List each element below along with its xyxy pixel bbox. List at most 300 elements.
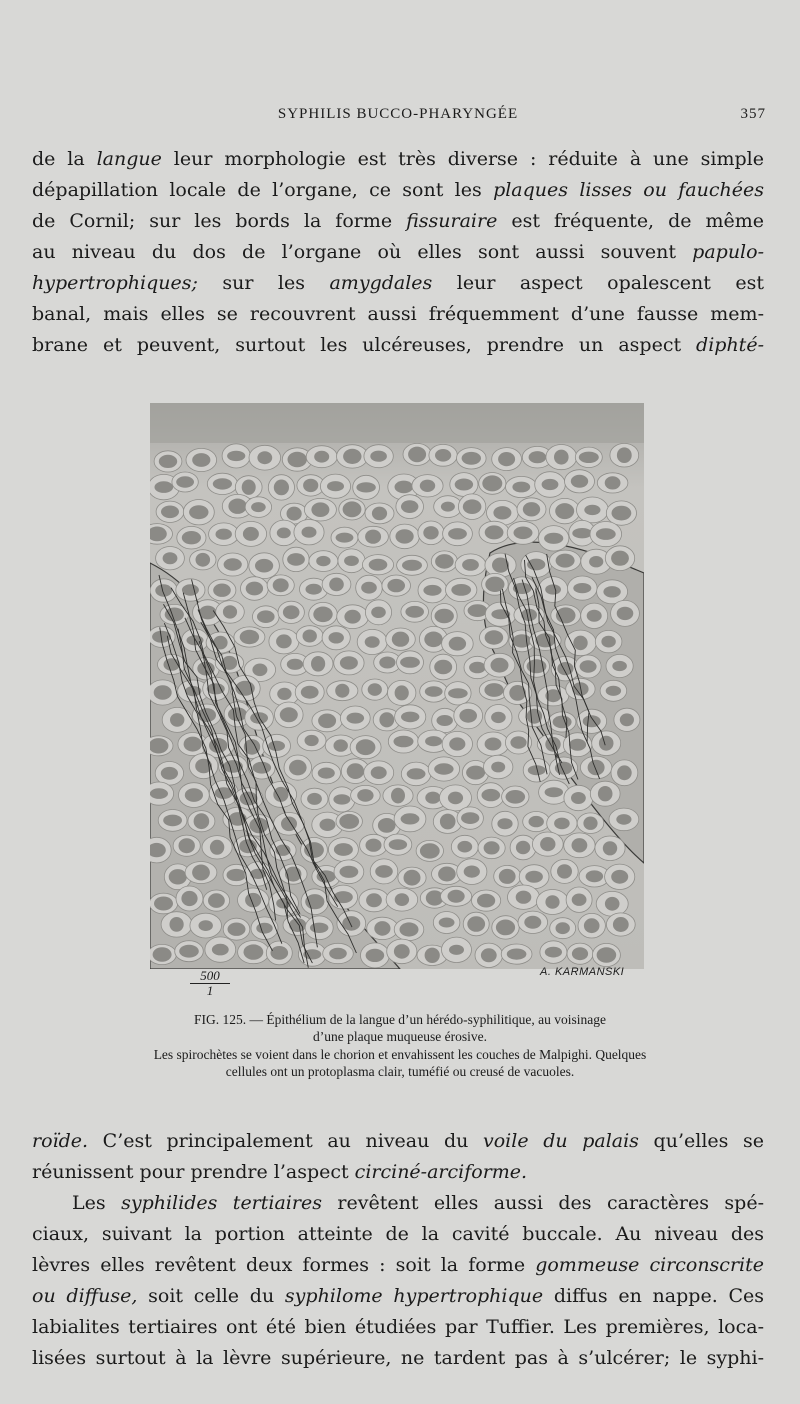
epithelium-drawing — [150, 403, 644, 969]
cell-nucleus — [213, 478, 232, 489]
cell-nucleus — [336, 533, 354, 543]
cell-nucleus — [329, 948, 347, 960]
cell-nucleus — [242, 480, 256, 495]
cell-nucleus — [462, 559, 479, 571]
cell-nucleus — [153, 947, 172, 962]
cell-nucleus — [268, 741, 285, 751]
text-line: roïde. C’est principalement au niveau du voile du palais qu’elles se — [32, 1130, 764, 1152]
cell-nucleus — [556, 922, 570, 934]
cell-nucleus — [425, 686, 443, 697]
cell-nucleus — [455, 479, 473, 491]
cell-nucleus — [182, 584, 199, 595]
cell-nucleus — [273, 578, 289, 592]
cell-nucleus — [184, 737, 202, 752]
cell-nucleus — [216, 529, 232, 540]
cell-nucleus — [368, 683, 382, 696]
cell-nucleus — [583, 715, 601, 727]
cell-nucleus — [257, 610, 275, 623]
cell-nucleus — [212, 944, 229, 956]
cell-nucleus — [507, 949, 527, 960]
cell-nucleus — [334, 739, 348, 751]
cell-nucleus — [159, 455, 177, 468]
cell-nucleus — [395, 685, 409, 700]
cell-nucleus — [310, 923, 328, 933]
cell-nucleus — [400, 657, 420, 668]
cell-nucleus — [482, 475, 502, 491]
cell-nucleus — [425, 792, 440, 804]
cell-nucleus — [378, 818, 396, 833]
cell-nucleus — [572, 838, 588, 852]
cell-nucleus — [391, 788, 405, 804]
cell-nucleus — [400, 922, 419, 936]
cell-nucleus — [223, 605, 237, 618]
text-line: banal, mais elles se recouvrent aussi fréquemment d’une fausse mem- — [32, 303, 764, 325]
text-line: ou diffuse, soit celle du syphilome hypertrophique diffus en nappe. Ces — [32, 1285, 764, 1307]
cell-nucleus — [404, 870, 421, 886]
cell-nucleus — [506, 790, 526, 804]
cell-nucleus — [374, 921, 390, 936]
cell-nucleus — [150, 788, 168, 799]
cell-nucleus — [196, 553, 211, 567]
cell-nucleus — [185, 788, 203, 802]
cell-nucleus — [287, 659, 303, 670]
cell-nucleus — [516, 841, 530, 855]
cell-nucleus — [584, 505, 600, 515]
cell-nucleus — [405, 606, 424, 618]
cell-nucleus — [514, 527, 533, 540]
text-line: dépapillation locale de l’organe, ce sont les plaques lisses ou fauchées — [32, 179, 764, 201]
magnification-numerator: 500 — [190, 969, 230, 984]
cell-nucleus — [423, 526, 438, 539]
cell-nucleus — [496, 920, 515, 936]
cell-nucleus — [529, 816, 544, 827]
cell-nucleus — [243, 527, 259, 541]
cell-nucleus — [449, 737, 465, 750]
cell-nucleus — [208, 893, 225, 908]
cell-nucleus — [485, 577, 504, 592]
cell-nucleus — [485, 525, 504, 539]
cell-nucleus — [611, 551, 629, 566]
cell-nucleus — [540, 837, 555, 851]
cell-nucleus — [277, 528, 291, 539]
cell-nucleus — [289, 760, 307, 776]
cell-nucleus — [572, 528, 592, 538]
cell-nucleus — [169, 869, 187, 884]
cell-nucleus — [611, 870, 628, 884]
cell-nucleus — [181, 891, 197, 906]
cell-nucleus — [448, 890, 465, 903]
cell-nucleus — [161, 767, 178, 780]
cell-nucleus — [435, 554, 454, 569]
cell-nucleus — [344, 610, 360, 624]
cell-nucleus — [372, 507, 387, 521]
cell-nucleus — [448, 792, 463, 805]
cell-nucleus — [306, 584, 322, 595]
cell-nucleus — [477, 894, 495, 908]
cell-nucleus — [599, 736, 614, 751]
cell-nucleus — [554, 450, 569, 465]
cell-nucleus — [571, 792, 586, 804]
cell-nucleus — [365, 530, 381, 544]
cell-nucleus — [459, 709, 477, 723]
cell-nucleus — [199, 920, 213, 931]
cell-nucleus — [401, 500, 418, 513]
cell-nucleus — [213, 636, 227, 650]
cell-nucleus — [583, 817, 597, 830]
cell-nucleus — [449, 637, 466, 651]
cell-nucleus — [580, 660, 597, 672]
cell-nucleus — [340, 866, 359, 878]
cell-nucleus — [389, 839, 407, 850]
cell-nucleus — [303, 479, 318, 492]
cell-nucleus — [616, 814, 631, 825]
cell-nucleus — [276, 634, 292, 648]
cell-nucleus — [498, 452, 515, 466]
cell-nucleus — [327, 481, 344, 491]
cell-nucleus — [467, 916, 485, 932]
cell-nucleus — [316, 556, 330, 566]
cell-nucleus — [586, 870, 603, 882]
cell-nucleus — [370, 451, 387, 462]
text-line: labialites tertiaires ont été bien étudiées par Tuffier. Les premières, loca- — [32, 1316, 764, 1338]
cell-nucleus — [303, 630, 317, 643]
cell-nucleus — [468, 604, 488, 617]
cell-nucleus — [553, 716, 572, 729]
cell-nucleus — [334, 843, 353, 856]
cell-nucleus — [340, 656, 358, 669]
cell-nucleus — [497, 818, 512, 829]
cell-nucleus — [246, 582, 263, 596]
text-line: au niveau du dos de l’organe où elles sont aussi souvent papulo- — [32, 241, 764, 263]
cell-nucleus — [194, 813, 210, 829]
cell-nucleus — [179, 838, 195, 853]
cell-nucleus — [227, 451, 245, 461]
cell-nucleus — [333, 794, 350, 804]
histology-illustration — [150, 403, 644, 969]
cell-nucleus — [369, 559, 388, 571]
cell-nucleus — [545, 787, 563, 797]
cell-nucleus — [335, 684, 349, 698]
cell-nucleus — [283, 605, 300, 619]
cell-nucleus — [401, 712, 419, 723]
cell-nucleus — [334, 891, 353, 903]
cell-nucleus — [485, 738, 502, 751]
cell-nucleus — [301, 686, 319, 699]
cell-nucleus — [569, 739, 586, 751]
cell-nucleus — [545, 947, 562, 958]
cell-nucleus — [425, 736, 442, 746]
magnification-denominator: 1 — [206, 983, 214, 998]
cell-nucleus — [579, 452, 599, 463]
cell-nucleus — [288, 452, 307, 467]
cell-nucleus — [437, 715, 453, 726]
cell-nucleus — [617, 447, 632, 463]
cell-nucleus — [314, 451, 329, 463]
cell-nucleus — [163, 552, 178, 564]
cell-nucleus — [613, 917, 629, 932]
cell-nucleus — [557, 864, 572, 878]
cell-nucleus — [469, 662, 486, 674]
cell-nucleus — [617, 765, 632, 780]
cell-nucleus — [366, 949, 385, 962]
cell-nucleus — [588, 760, 605, 776]
figure-caption-title: FIG. 125. — Épithélium de la langue d’un hérédo-syphilitique, au voisinage d’une plaque muqueuse érosive. — [193, 1012, 607, 1044]
cell-nucleus — [401, 813, 420, 824]
cell-nucleus — [339, 814, 359, 829]
running-head — [30, 106, 766, 128]
cell-nucleus — [457, 841, 472, 853]
cell-nucleus — [439, 918, 455, 928]
cell-nucleus — [365, 636, 380, 648]
cell-nucleus — [512, 482, 530, 493]
figure-caption-body: Les spirochètes se voient dans le chorion et envahissent les couches de Malpighi. Quelques cellules ont un protoplasma clair, tuméfié ou creusé de vacuoles. — [153, 1047, 647, 1079]
cell-nucleus — [311, 656, 325, 672]
cell-nucleus — [617, 607, 634, 620]
cell-nucleus — [573, 583, 591, 593]
cell-nucleus — [556, 554, 575, 568]
cell-nucleus — [257, 451, 272, 464]
cell-nucleus — [154, 685, 172, 699]
cell-nucleus — [493, 506, 511, 519]
cell-nucleus — [463, 499, 482, 514]
cell-nucleus — [228, 499, 246, 514]
cell-nucleus — [329, 632, 344, 643]
cell-nucleus — [435, 609, 454, 624]
cell-nucleus — [408, 447, 426, 463]
cell-nucleus — [163, 815, 182, 827]
cell-nucleus — [513, 634, 532, 647]
cell-nucleus — [420, 480, 435, 492]
cell-nucleus — [280, 707, 298, 722]
text-line: Les syphilides tertiaires revêtent elles aussi des caractères spé- — [72, 1192, 764, 1214]
cell-nucleus — [425, 948, 440, 963]
cell-nucleus — [423, 585, 441, 596]
cell-nucleus — [481, 948, 497, 962]
cell-nucleus — [598, 786, 613, 801]
cell-nucleus — [347, 713, 365, 724]
cell-nucleus — [240, 630, 259, 644]
cell-nucleus — [435, 449, 451, 462]
cell-nucleus — [466, 766, 485, 780]
cell-nucleus — [344, 556, 359, 566]
cell-nucleus — [170, 713, 184, 727]
cell-nucleus — [572, 894, 587, 906]
cell-nucleus — [343, 449, 361, 464]
cell-nucleus — [240, 792, 258, 806]
cell-nucleus — [182, 531, 201, 544]
cell-nucleus — [605, 476, 621, 489]
cell-nucleus — [176, 476, 194, 487]
cell-nucleus — [601, 636, 615, 648]
cell-nucleus — [544, 533, 563, 544]
cell-nucleus — [464, 866, 480, 878]
cell-nucleus — [545, 584, 561, 594]
cell-nucleus — [255, 559, 273, 573]
cell-nucleus — [249, 818, 268, 834]
cell-nucleus — [485, 630, 504, 644]
cell-nucleus — [251, 502, 266, 512]
cell-nucleus — [371, 607, 386, 618]
cell-nucleus — [366, 839, 382, 852]
cell-nucleus — [603, 586, 620, 597]
cell-nucleus — [318, 768, 335, 779]
page-number: 357 — [740, 106, 766, 122]
text-line: lèvres elles revêtent deux formes : soit la forme gommeuse circonscrite — [32, 1254, 764, 1276]
cell-nucleus — [395, 893, 409, 906]
cell-nucleus — [252, 664, 267, 677]
cell-nucleus — [441, 502, 455, 512]
cell-nucleus — [343, 501, 362, 517]
cell-nucleus — [596, 528, 616, 540]
cell-nucleus — [545, 895, 559, 909]
cell-nucleus — [523, 502, 540, 516]
cell-nucleus — [484, 683, 503, 697]
cell-nucleus — [379, 712, 394, 727]
text-line: lisées surtout à la lèvre supérieure, ne tardent pas à s’ulcérer; le syphi- — [32, 1347, 764, 1369]
cell-nucleus — [434, 763, 453, 774]
cell-nucleus — [387, 579, 405, 592]
cell-nucleus — [524, 916, 541, 929]
cell-nucleus — [170, 917, 184, 932]
cell-nucleus — [394, 944, 410, 959]
cell-nucleus — [227, 869, 247, 881]
cell-nucleus — [597, 947, 617, 962]
text-line: réunissent pour prendre l’aspect circiné-arciforme. — [32, 1161, 528, 1183]
cell-nucleus — [271, 946, 289, 960]
cell-nucleus — [571, 475, 588, 488]
text-line: brane et peuvent, surtout les ulcéreuses, prendre un aspect diphté- — [32, 334, 764, 356]
cell-nucleus — [392, 632, 409, 647]
cell-nucleus — [451, 584, 471, 596]
cell-nucleus — [192, 453, 210, 467]
cell-nucleus — [155, 481, 174, 493]
cell-nucleus — [244, 944, 264, 959]
cell-nucleus — [529, 451, 547, 463]
cell-nucleus — [612, 506, 632, 521]
cell-nucleus — [277, 688, 291, 700]
cell-nucleus — [491, 712, 506, 723]
cell-nucleus — [210, 840, 224, 855]
cell-nucleus — [253, 762, 272, 774]
cell-nucleus — [542, 479, 559, 490]
cell-nucleus — [449, 945, 464, 955]
artist-signature: A. KARMANSKI — [540, 966, 625, 978]
top-paragraph — [32, 144, 764, 361]
cell-nucleus — [224, 558, 242, 570]
cell-nucleus — [402, 560, 422, 571]
cell-nucleus — [434, 660, 452, 674]
text-line: de la langue leur morphologie est très diverse : réduite à une simple — [32, 148, 764, 170]
text-line: hypertrophiques; sur les amygdales leur aspect opalescent est — [32, 272, 764, 294]
cell-nucleus — [287, 553, 305, 566]
cell-nucleus — [311, 502, 329, 517]
cell-nucleus — [589, 556, 603, 567]
cell-nucleus — [305, 894, 324, 909]
cell-nucleus — [499, 869, 516, 884]
cell-nucleus — [554, 818, 570, 830]
cell-nucleus — [620, 713, 634, 726]
cell-nucleus — [461, 812, 479, 824]
cell-nucleus — [525, 871, 543, 883]
cell-nucleus — [273, 787, 288, 802]
cell-nucleus — [154, 897, 173, 911]
cell-nucleus — [207, 683, 225, 694]
cell-nucleus — [192, 865, 210, 881]
cell-nucleus — [179, 945, 199, 958]
cell-nucleus — [612, 661, 627, 671]
cell-nucleus — [491, 762, 505, 773]
cell-nucleus — [329, 578, 344, 592]
cell-nucleus — [357, 789, 373, 802]
bottom-paragraphs — [32, 1126, 764, 1374]
cell-nucleus — [572, 947, 588, 960]
magnification-label — [190, 969, 230, 998]
cell-nucleus — [482, 789, 501, 801]
cell-nucleus — [228, 923, 246, 936]
cell-nucleus — [155, 584, 172, 596]
cell-nucleus — [394, 736, 414, 748]
cell-nucleus — [395, 481, 414, 494]
cell-nucleus — [424, 632, 442, 648]
cell-nucleus — [161, 506, 179, 519]
cell-nucleus — [318, 714, 336, 729]
cell-nucleus — [555, 503, 574, 519]
cell-nucleus — [356, 482, 375, 492]
cell-nucleus — [356, 739, 376, 755]
cell-nucleus — [375, 865, 393, 878]
cell-nucleus — [396, 529, 414, 543]
text-line: ciaux, suivant la portion atteinte de la cavité buccale. Au niveau des — [32, 1223, 764, 1245]
cell-nucleus — [347, 763, 364, 779]
cell-nucleus — [287, 507, 302, 521]
text-line: de Cornil; sur les bords la forme fissuraire est fréquente, de même — [32, 210, 764, 232]
cell-nucleus — [420, 843, 440, 858]
cell-nucleus — [603, 841, 617, 855]
cell-nucleus — [302, 527, 317, 538]
running-title: SYPHILIS BUCCO-PHARYNGÉE — [277, 106, 519, 122]
cell-nucleus — [407, 768, 426, 779]
cell-nucleus — [307, 793, 322, 805]
cell-nucleus — [573, 636, 587, 651]
cell-nucleus — [516, 891, 532, 904]
cell-nucleus — [605, 897, 620, 911]
cell-nucleus — [438, 867, 456, 882]
cell-nucleus — [484, 841, 500, 854]
cell-nucleus — [320, 819, 336, 831]
cell-nucleus — [462, 452, 481, 465]
cell-nucleus — [371, 766, 387, 779]
cell-nucleus — [584, 918, 600, 933]
cell-nucleus — [491, 658, 509, 673]
cell-nucleus — [313, 607, 332, 623]
cell-nucleus — [256, 923, 272, 934]
cell-nucleus — [448, 688, 468, 698]
cell-nucleus — [305, 735, 319, 746]
cell-nucleus — [510, 736, 526, 748]
cell-nucleus — [606, 686, 621, 696]
cell-nucleus — [440, 814, 456, 830]
cell-nucleus — [189, 505, 208, 519]
cell-nucleus — [448, 528, 467, 539]
cell-nucleus — [379, 657, 395, 669]
cell-nucleus — [361, 582, 377, 594]
cell-nucleus — [587, 610, 602, 622]
cell-nucleus — [527, 559, 545, 571]
cell-nucleus — [342, 916, 360, 931]
cell-nucleus — [366, 893, 382, 907]
cell-nucleus — [274, 480, 289, 496]
cell-nucleus — [213, 584, 231, 597]
